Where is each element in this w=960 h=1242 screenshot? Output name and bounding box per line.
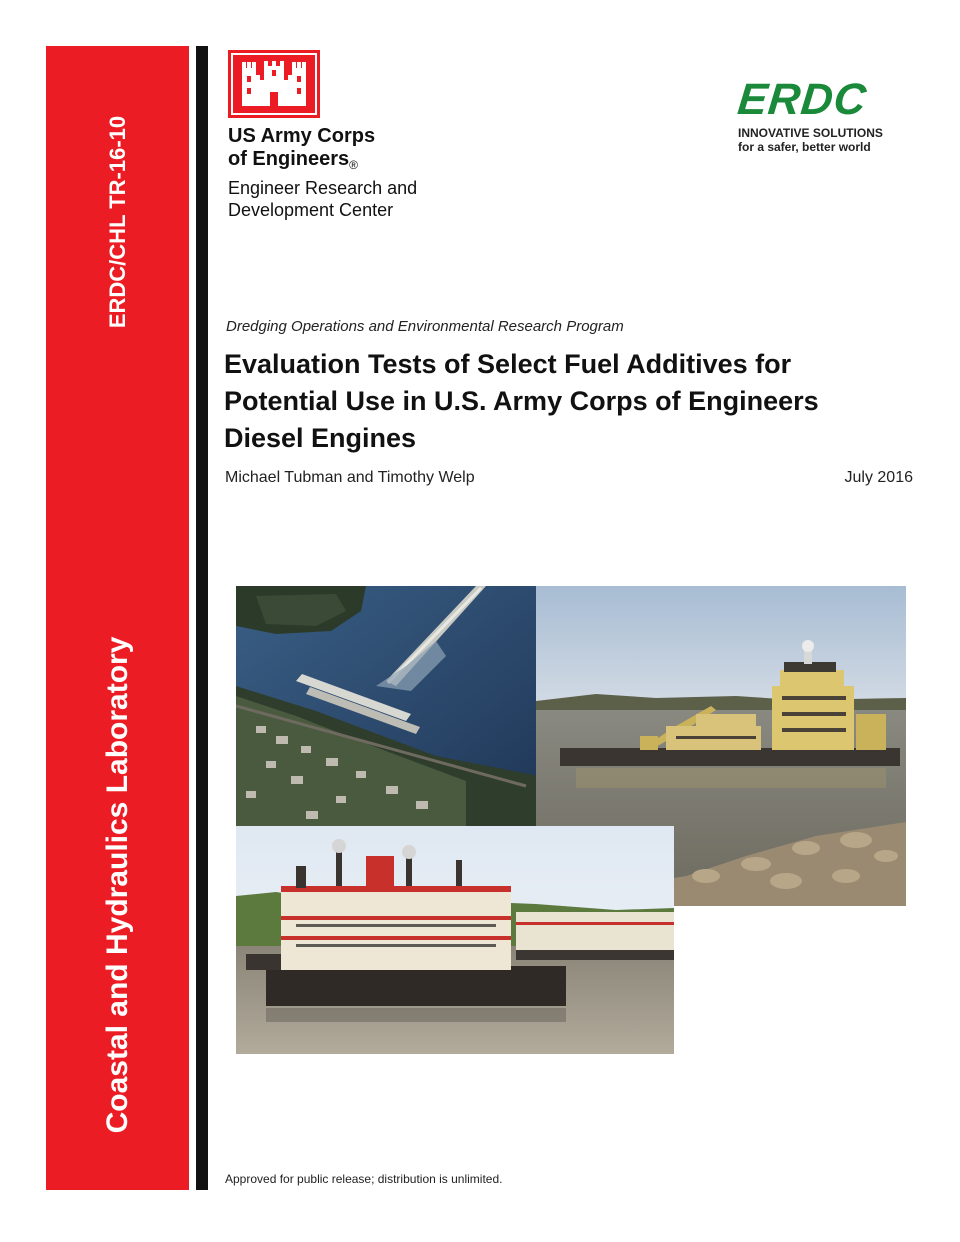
- erdc-tagline1: INNOVATIVE SOLUTIONS: [738, 126, 883, 140]
- program-name: Dredging Operations and Environmental Research Program: [226, 318, 624, 335]
- publication-date: July 2016: [844, 469, 913, 486]
- castle-icon: [228, 50, 320, 118]
- usace-line3: Engineer Research and: [228, 178, 418, 198]
- usace-name: [228, 125, 488, 221]
- survey-boat-photo: [236, 826, 674, 1054]
- erdc-wordmark: ERDC: [735, 75, 870, 124]
- erdc-logo: [735, 75, 908, 154]
- usace-line4: Development Center: [228, 200, 394, 220]
- divider-bar: [196, 46, 208, 1190]
- release-statement: Approved for public release; distribution is unlimited.: [225, 1172, 503, 1186]
- authors: Michael Tubman and Timothy Welp: [225, 469, 475, 486]
- title-line1: Evaluation Tests of Select Fuel Additives for: [224, 349, 792, 379]
- usace-line1: US Army Corps: [228, 125, 376, 147]
- erdc-tagline2: for a safer, better world: [738, 140, 871, 154]
- usace-line2: of Engineers$_®$: [228, 148, 358, 172]
- aerial-lock-dam-photo: [236, 586, 539, 826]
- title-line2: Potential Use in U.S. Army Corps of Engineers: [224, 386, 819, 416]
- report-title: [224, 346, 924, 457]
- title-line3: Diesel Engines: [224, 423, 417, 453]
